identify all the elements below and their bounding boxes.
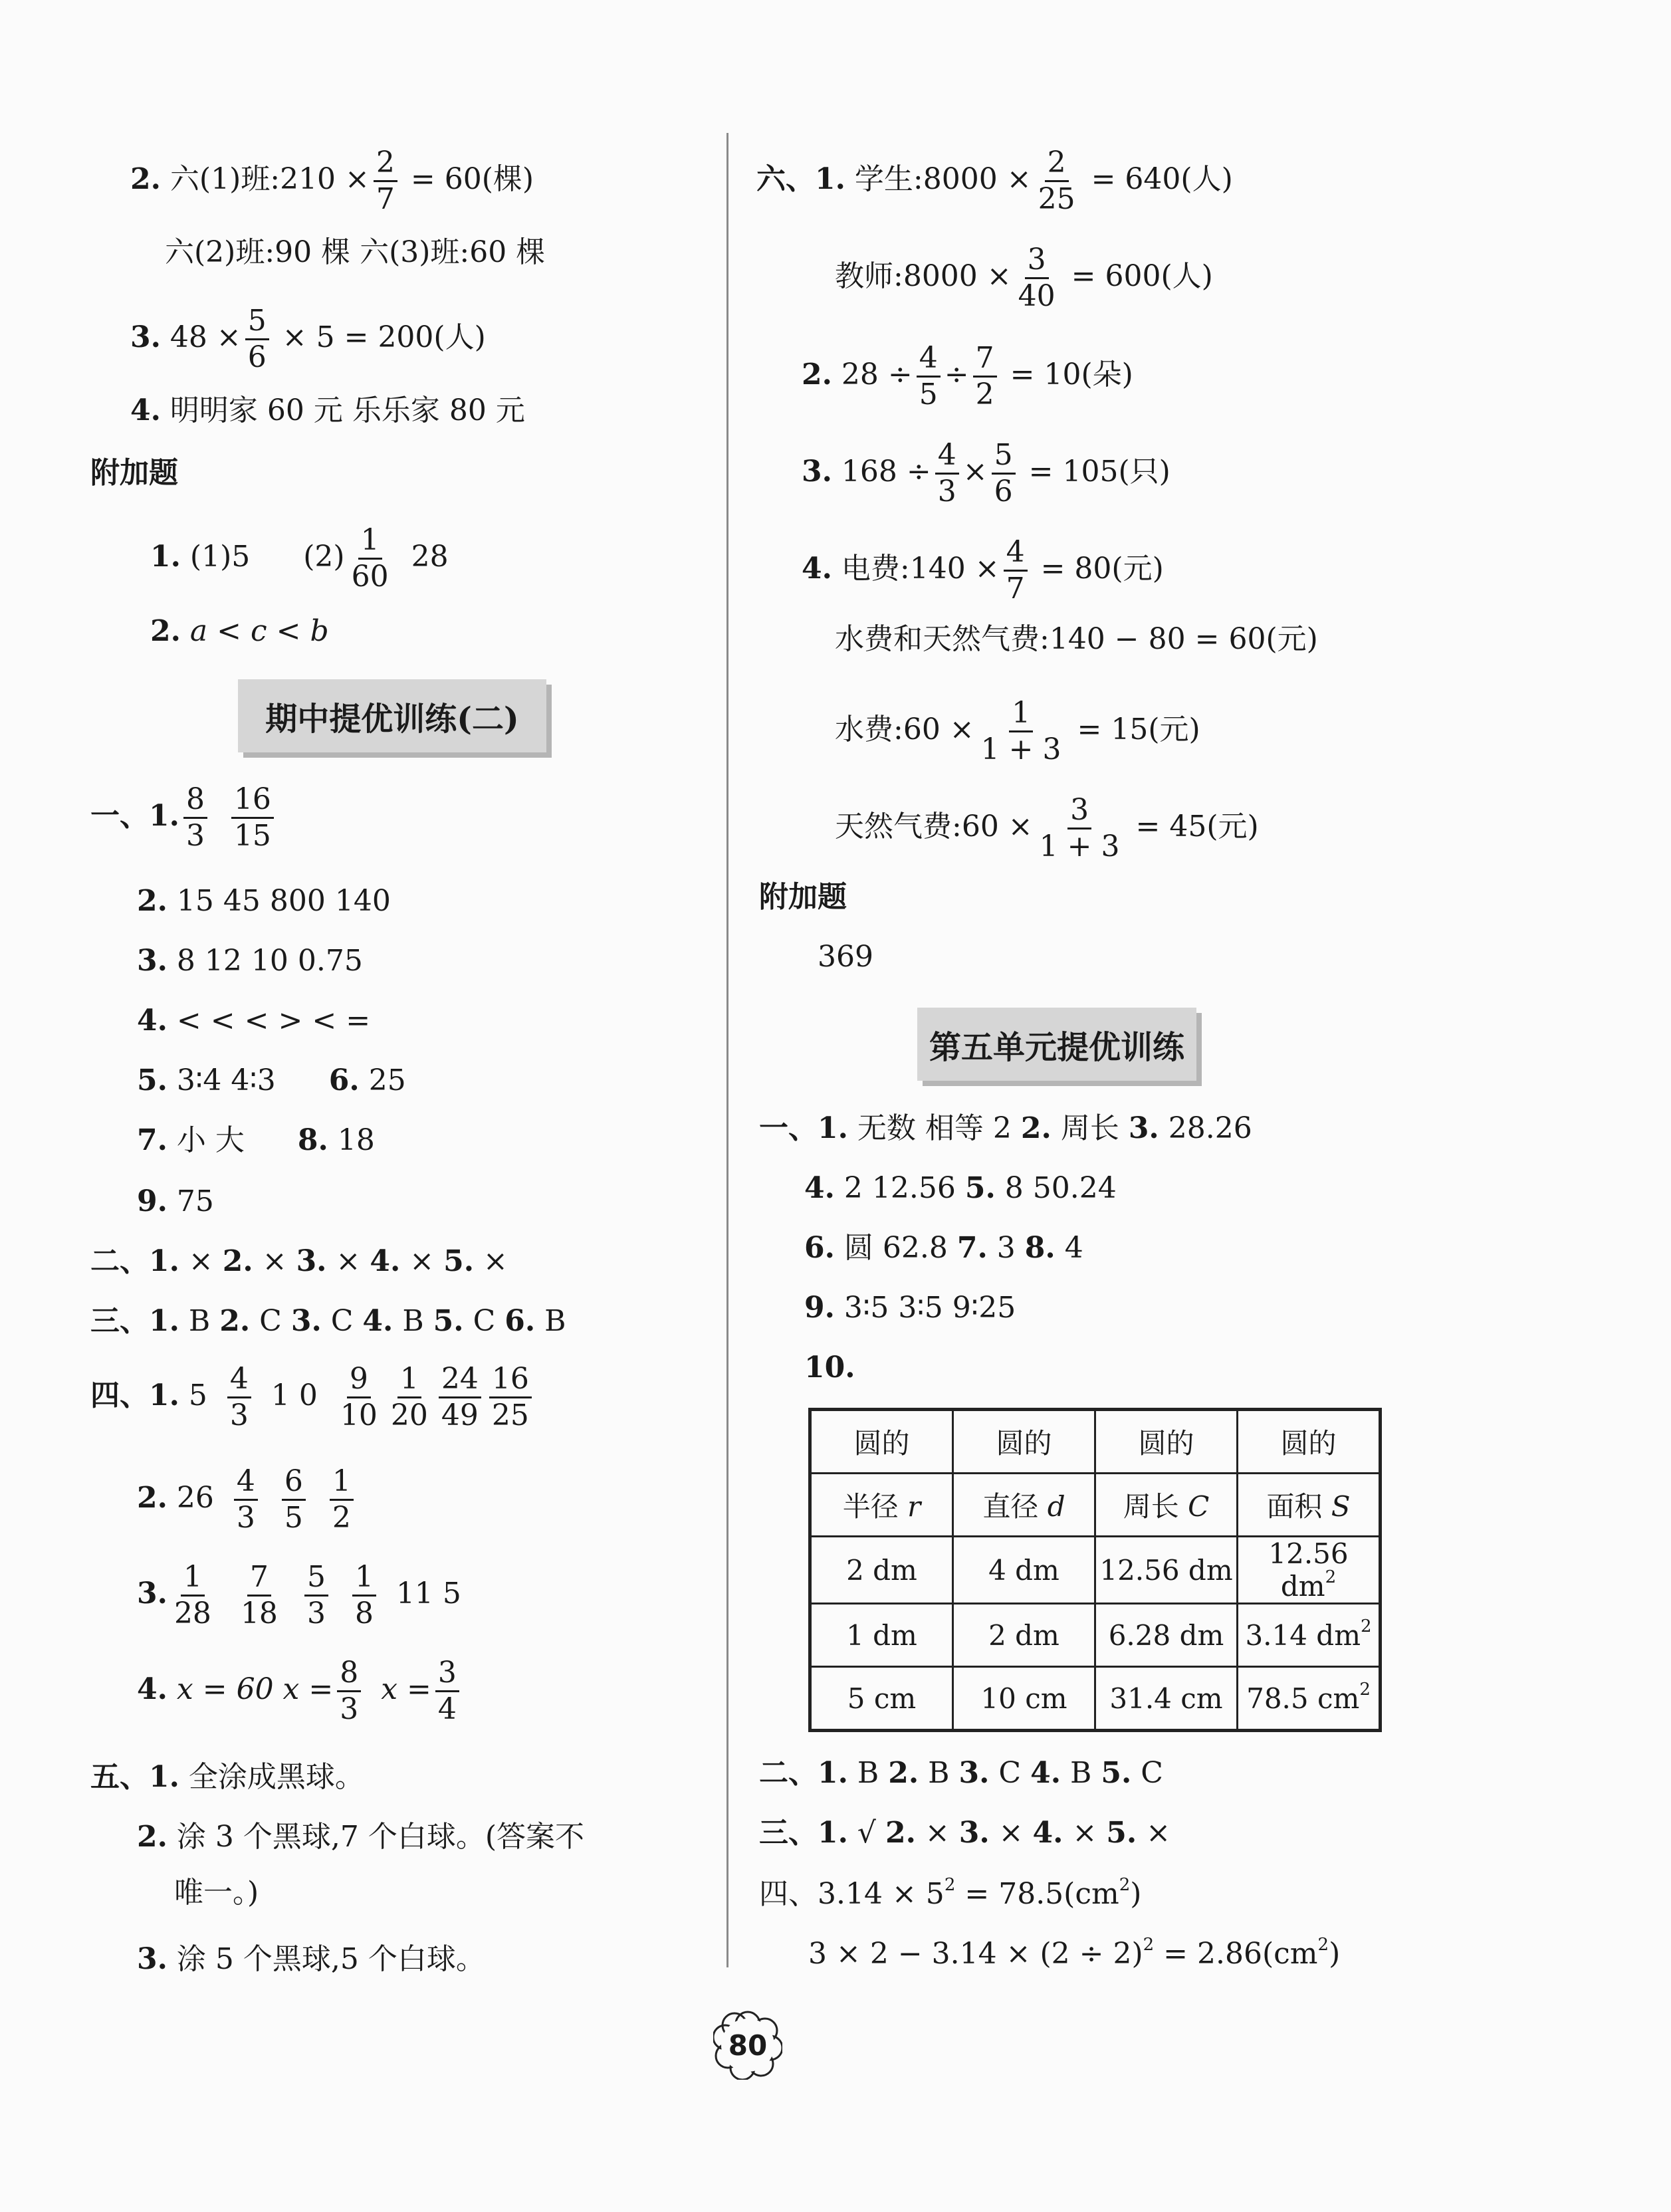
u1-q4-q5: 4. 2 12.56 5. 8 50.24 xyxy=(804,1171,1117,1205)
fraction: $\frac{2}{7}$ xyxy=(374,148,397,215)
s4-q2: 2. 26 $\frac{4}{3}$ $\frac{6}{5}$ $\frac{1}{2}$ xyxy=(137,1466,358,1533)
column-divider xyxy=(726,133,728,1967)
u1-q6-q8: 6. 圆 62.8 7. 3 8. 4 xyxy=(804,1231,1083,1265)
section-heading-unit-5: 第五单元提优训练 xyxy=(917,1008,1196,1081)
bonus-1: 1. (1)5 (2) $\frac{1}{60}$ 28 xyxy=(150,523,449,594)
table-header-row: 圆的 圆的 圆的 圆的 xyxy=(810,1410,1381,1474)
answer-3: 3. 48 × $\frac{5}{6}$ × 5 = 200(人) xyxy=(130,304,486,375)
r6-q4: 4. 电费:140 × $\frac{4}{7}$ = 80(元) xyxy=(802,535,1164,606)
section-heading-midterm-2: 期中提优训练(二) xyxy=(238,679,546,752)
bonus-heading-right: 附加题 xyxy=(759,880,847,914)
table-header-row: 半径 r 直径 d 周长 C 面积 S xyxy=(810,1474,1381,1537)
r6-q2: 2. 28 ÷ $\frac{4}{5}$ ÷ $\frac{7}{2}$ = 10(朵) xyxy=(802,341,1133,412)
s5-q2: 2. 涂 3 个黑球,7 个白球。(答案不 xyxy=(137,1820,585,1854)
s5-q2-continued: 唯一。) xyxy=(174,1876,259,1910)
u1-q1-q3: 一、1. 无数 相等 2 2. 周长 3. 28.26 xyxy=(759,1111,1252,1145)
s3-choice: 三、1. B 2. C 3. C 4. B 5. C 6. B xyxy=(90,1304,566,1338)
s2-judgement: 二、1. × 2. × 3. × 4. × 5. × xyxy=(90,1244,508,1278)
r6-q1: 六、1. 学生:8000 × $\frac{2}{25}$ = 640(人) xyxy=(756,146,1233,217)
table-row: 1 dm 2 dm 6.28 dm 3.14 $dm^2$ xyxy=(810,1604,1381,1667)
u3-judgement: 三、1. √ 2. × 3. × 4. × 5. × xyxy=(759,1816,1171,1850)
s4-q3: 3. $\frac{1}{28}$ $\frac{7}{18}$ $\frac{5}{3}$ $\frac{1}{8}$ 11 5 xyxy=(137,1560,461,1631)
r6-q4-gas: 天然气费:60 × $\frac{3}{1 + 3}$ = 45(元) xyxy=(835,793,1259,864)
r6-q3: 3. 168 ÷ $\frac{4}{3}$ × $\frac{5}{6}$ = 105(只) xyxy=(802,438,1170,509)
s1-q3: 3. 8 12 10 0.75 xyxy=(137,944,363,978)
u4-line2: $3 \times 2 - 3.14 \times (2 \div 2)^2 = 2.86(cm^2)$ xyxy=(808,1935,1341,1971)
answer-4: 4. 明明家 60 元 乐乐家 80 元 xyxy=(130,393,525,427)
s1-q7-q8: 7. 小 大 8. 18 xyxy=(137,1123,375,1157)
s1-q2: 2. 15 45 800 140 xyxy=(137,884,391,918)
s1-q5-q6: 5. 3∶4 4∶3 6. 25 xyxy=(137,1063,406,1097)
s5-q3: 3. 涂 5 个黑球,5 个白球。 xyxy=(137,1942,485,1976)
answer-2-tree-planting: 2. 六(1)班:210 × $\frac{2}{7}$ = 60(棵) xyxy=(130,146,534,217)
s4-q1: 四、1. 5 $\frac{4}{3}$ 1 0 $\frac{9}{10}$ $\frac{1}{20}$ $\frac{24}{49}$ $\frac{16}{25}$ xyxy=(90,1364,536,1431)
circle-table xyxy=(808,1408,1382,1732)
u4-line1: 四、$3.14 \times 5^2 = 78.5(cm^2)$ xyxy=(759,1875,1142,1911)
r6-q4-water: 水费:60 × $\frac{1}{1 + 3}$ = 15(元) xyxy=(835,696,1200,767)
bonus-2: 2. a < c < b xyxy=(150,614,329,648)
u1-q10: 10. xyxy=(804,1351,855,1384)
r6-q4-water-gas: 水费和天然气费:140 − 80 = 60(元) xyxy=(835,622,1318,656)
page-number: 80 xyxy=(713,2011,782,2080)
s1-q9: 9. 75 xyxy=(137,1184,214,1218)
u2-choice: 二、1. B 2. B 3. C 4. B 5. C xyxy=(759,1756,1163,1790)
bonus-heading-left: 附加题 xyxy=(90,456,178,490)
s1-q4: 4. < < < > < = xyxy=(137,1004,371,1038)
s4-q4: 4. x = 60 x = $\frac{8}{3}$ x = $\frac{3}{4}$ xyxy=(137,1658,463,1725)
u1-q9: 9. 3∶5 3∶5 9∶25 xyxy=(804,1291,1016,1325)
r6-q1-teacher: 教师:8000 × $\frac{3}{40}$ = 600(人) xyxy=(835,243,1213,314)
s1-q1: 一、1. $\frac{8}{3}$ $\frac{16}{15}$ xyxy=(90,784,278,851)
table-row: 2 dm 4 dm 12.56 dm 12.56 $dm^2$ xyxy=(810,1537,1381,1604)
bonus-answer-right: 369 xyxy=(818,940,873,974)
s5-q1: 五、1. 全涂成黑球。 xyxy=(90,1760,364,1794)
table-row: 5 cm 10 cm 31.4 cm 78.5 $cm^2$ xyxy=(810,1667,1381,1731)
answer-2-continued: 六(2)班:90 棵 六(3)班:60 棵 xyxy=(165,235,546,269)
